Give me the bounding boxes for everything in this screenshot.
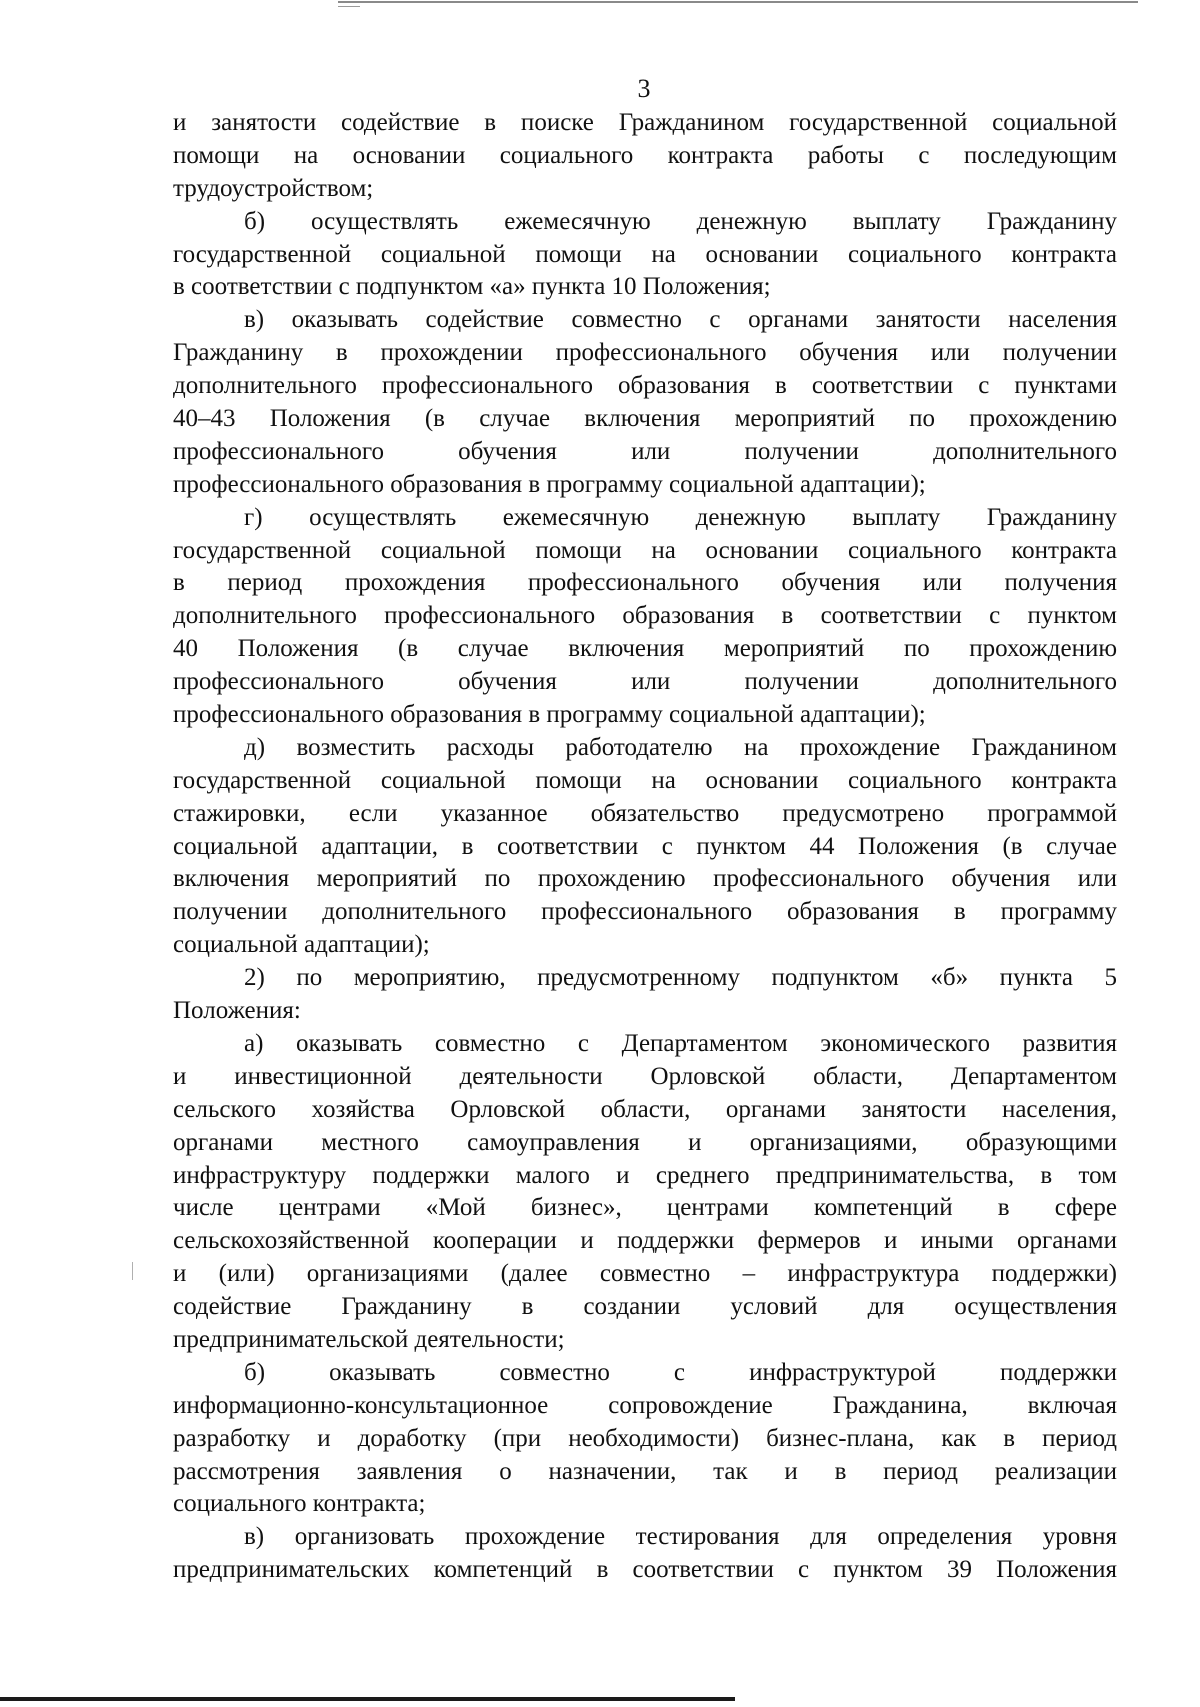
paragraph [173, 1521, 1117, 1587]
text-line: стажировки, если указанное обязательство предусмотрено программой [173, 799, 1117, 827]
text-line: г) осуществлять ежемесячную денежную выплату Гражданину [244, 503, 1117, 531]
text-line: профессионального обучения или получении дополнительного [173, 668, 1117, 696]
paragraph [173, 107, 1117, 206]
text-line: и (или) организациями (далее совместно – инфраструктура поддержки) [173, 1260, 1117, 1288]
text-line: профессионального образования в программу социальной адаптации); [173, 701, 926, 729]
bottom-rule [0, 1697, 735, 1701]
text-line: профессионального образования в программу социальной адаптации); [173, 470, 926, 498]
text-line: государственной социальной помощи на основании социального контракта [173, 766, 1117, 794]
text-line: д) возместить расходы работодателю на прохождение Гражданином [244, 733, 1117, 761]
paragraph [173, 304, 1117, 501]
scan-speck [132, 1262, 133, 1280]
text-line: включения мероприятий по прохождению профессионального обучения или [173, 865, 1117, 893]
text-line: и занятости содействие в поиске Гражданином государственной социальной [173, 109, 1117, 136]
text-line: государственной социальной помощи на основании социального контракта [173, 536, 1117, 564]
paragraph [173, 1028, 1117, 1357]
text-line: трудоустройством; [173, 174, 374, 202]
text-line: Гражданину в прохождении профессионального обучения или получении [173, 339, 1117, 367]
text-line: получении дополнительного профессионального образования в программу [173, 898, 1117, 926]
text-line: социальной адаптации, в соответствии с пунктом 44 Положения (в случае [173, 832, 1117, 860]
top-rule [338, 1, 1138, 3]
text-line: социального контракта; [173, 1490, 426, 1518]
text-line: в) оказывать содействие совместно с органами занятости населения [244, 306, 1117, 334]
text-line: б) осуществлять ежемесячную денежную выплату Гражданину [244, 207, 1117, 235]
text-line: помощи на основании социального контракта работы с последующим [173, 141, 1117, 169]
document-body [173, 107, 1117, 1587]
text-line: сельского хозяйства Орловской области, органами занятости населения, [173, 1095, 1117, 1123]
paragraph [173, 502, 1117, 732]
text-line: 40–43 Положения (в случае включения мероприятий по прохождению [173, 405, 1117, 433]
text-line: и инвестиционной деятельности Орловской области, Департаментом [173, 1062, 1117, 1090]
text-line: разработку и доработку (при необходимости) бизнес-плана, как в период [173, 1424, 1117, 1452]
top-rule-mark [338, 6, 360, 7]
text-line: дополнительного профессионального образования в соответствии с пунктами [173, 372, 1117, 400]
text-line: б) оказывать совместно с инфраструктурой поддержки [244, 1358, 1117, 1386]
text-line: государственной социальной помощи на основании социального контракта [173, 240, 1117, 268]
text-line: содействие Гражданину в создании условий для осуществления [173, 1293, 1117, 1321]
text-line: социальной адаптации); [173, 931, 430, 959]
text-line: 2) по мероприятию, предусмотренному подпунктом «б» пункта 5 [244, 964, 1117, 992]
paragraph [173, 206, 1117, 305]
text-line: в период прохождения профессионального обучения или получения [173, 569, 1117, 597]
text-line: предпринимательских компетенций в соответствии с пунктом 39 Положения [173, 1556, 1117, 1584]
text-line: инфраструктуру поддержки малого и среднего предпринимательства, в том [173, 1161, 1117, 1189]
paragraph [173, 732, 1117, 962]
text-line: органами местного самоуправления и организациями, образующими [173, 1128, 1117, 1156]
text-line: предпринимательской деятельности; [173, 1325, 565, 1353]
text-line: 40 Положения (в случае включения мероприятий по прохождению [173, 635, 1117, 663]
page-number: 3 [637, 74, 651, 103]
paragraph [173, 962, 1117, 1028]
text-line: сельскохозяйственной кооперации и поддержки фермеров и иными органами [173, 1227, 1117, 1255]
text-line: а) оказывать совместно с Департаментом экономического развития [244, 1029, 1117, 1057]
text-line: рассмотрения заявления о назначении, так и в период реализации [173, 1457, 1117, 1485]
text-line: дополнительного профессионального образования в соответствии с пунктом [173, 602, 1117, 630]
text-line: числе центрами «Мой бизнес», центрами компетенций в сфере [173, 1194, 1117, 1222]
text-line: профессионального обучения или получении дополнительного [173, 437, 1117, 465]
text-line: в соответствии с подпунктом «а» пункта 10 Положения; [173, 273, 771, 301]
text-line: информационно-консультационное сопровождение Гражданина, включая [173, 1391, 1117, 1419]
text-line: в) организовать прохождение тестирования для определения уровня [244, 1523, 1117, 1551]
paragraph [173, 1357, 1117, 1521]
text-line: Положения: [173, 997, 301, 1025]
